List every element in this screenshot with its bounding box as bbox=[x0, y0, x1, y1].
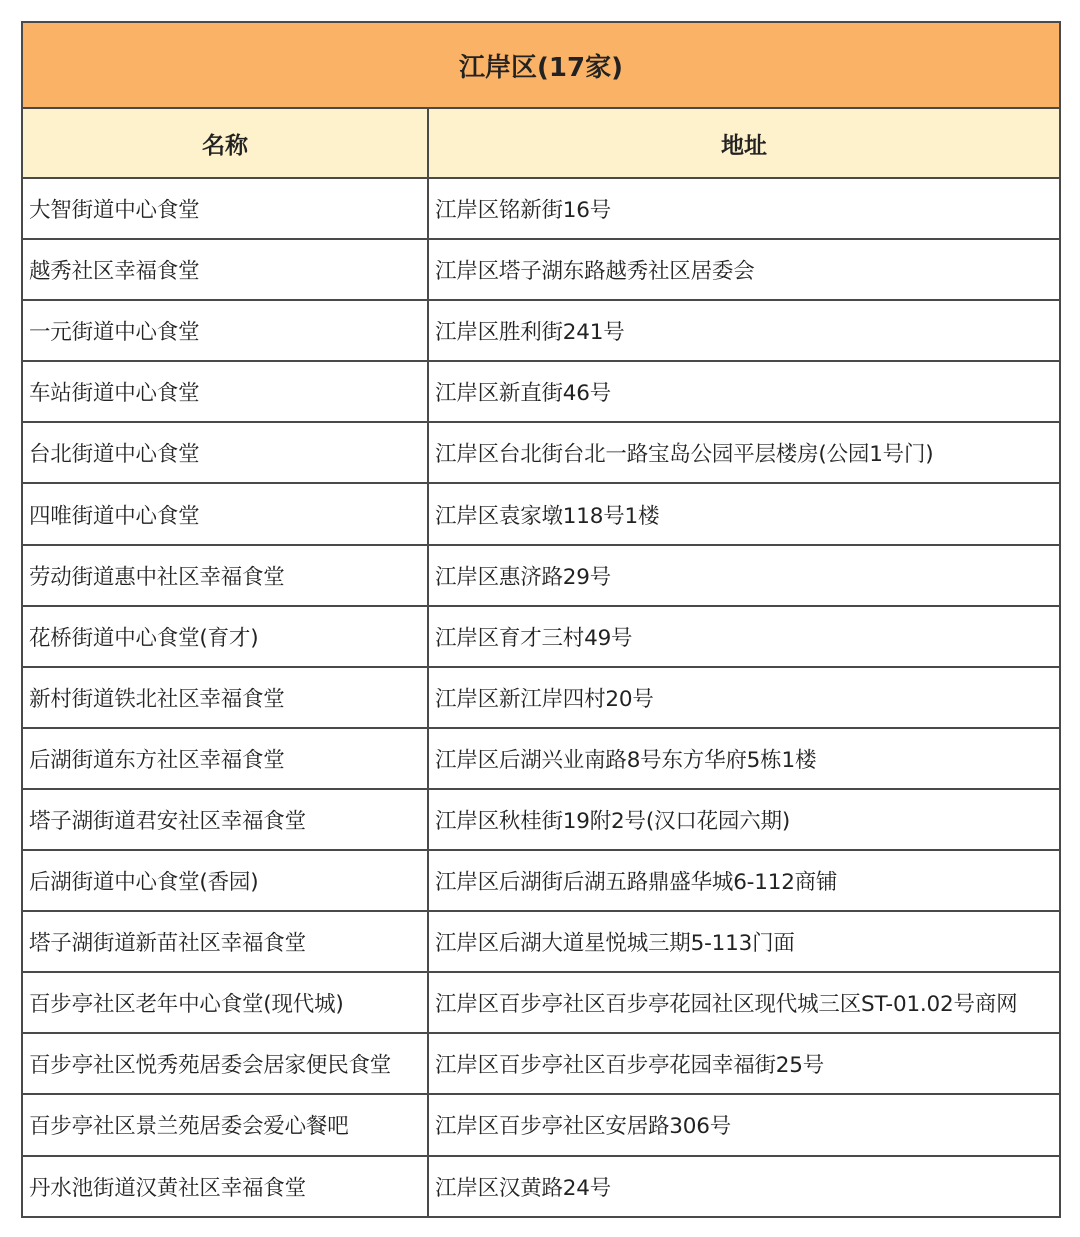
table-row bbox=[22, 300, 1060, 361]
table-row bbox=[22, 1094, 1060, 1155]
canteen-address-cell: 江岸区胜利街241号 bbox=[428, 300, 1060, 361]
table-row bbox=[22, 239, 1060, 300]
canteen-table bbox=[21, 21, 1061, 1218]
canteen-address-cell: 江岸区后湖大道星悦城三期5-113门面 bbox=[428, 911, 1060, 972]
table-row bbox=[22, 545, 1060, 606]
canteen-name-cell: 百步亭社区悦秀苑居委会居家便民食堂 bbox=[22, 1033, 428, 1094]
canteen-address-cell: 江岸区百步亭社区安居路306号 bbox=[428, 1094, 1060, 1155]
canteen-address-cell: 江岸区秋桂街19附2号(汉口花园六期) bbox=[428, 789, 1060, 850]
canteen-table-container bbox=[21, 21, 1059, 1218]
canteen-name-cell: 后湖街道东方社区幸福食堂 bbox=[22, 728, 428, 789]
canteen-address-cell: 江岸区后湖兴业南路8号东方华府5栋1楼 bbox=[428, 728, 1060, 789]
table-row bbox=[22, 1156, 1060, 1217]
canteen-name-cell: 车站街道中心食堂 bbox=[22, 361, 428, 422]
canteen-name-cell: 台北街道中心食堂 bbox=[22, 422, 428, 483]
canteen-name-cell: 新村街道铁北社区幸福食堂 bbox=[22, 667, 428, 728]
canteen-address-cell: 江岸区惠济路29号 bbox=[428, 545, 1060, 606]
canteen-name-cell: 越秀社区幸福食堂 bbox=[22, 239, 428, 300]
table-row bbox=[22, 483, 1060, 544]
canteen-address-cell: 江岸区百步亭社区百步亭花园社区现代城三区ST-01.02号商网 bbox=[428, 972, 1060, 1033]
table-row bbox=[22, 850, 1060, 911]
table-row bbox=[22, 422, 1060, 483]
table-row bbox=[22, 667, 1060, 728]
canteen-address-cell: 江岸区台北街台北一路宝岛公园平层楼房(公园1号门) bbox=[428, 422, 1060, 483]
canteen-address-cell: 江岸区后湖街后湖五路鼎盛华城6-112商铺 bbox=[428, 850, 1060, 911]
canteen-address-cell: 江岸区新直街46号 bbox=[428, 361, 1060, 422]
column-header-address: 地址 bbox=[428, 108, 1060, 178]
table-row bbox=[22, 728, 1060, 789]
table-row bbox=[22, 911, 1060, 972]
table-header-row bbox=[22, 108, 1060, 178]
canteen-address-cell: 江岸区铭新街16号 bbox=[428, 178, 1060, 239]
table-body bbox=[22, 178, 1060, 1217]
canteen-address-cell: 江岸区育才三村49号 bbox=[428, 606, 1060, 667]
canteen-address-cell: 江岸区百步亭社区百步亭花园幸福街25号 bbox=[428, 1033, 1060, 1094]
canteen-address-cell: 江岸区袁家墩118号1楼 bbox=[428, 483, 1060, 544]
canteen-name-cell: 百步亭社区老年中心食堂(现代城) bbox=[22, 972, 428, 1033]
canteen-name-cell: 塔子湖街道新苗社区幸福食堂 bbox=[22, 911, 428, 972]
table-row bbox=[22, 972, 1060, 1033]
canteen-name-cell: 花桥街道中心食堂(育才) bbox=[22, 606, 428, 667]
canteen-name-cell: 劳动街道惠中社区幸福食堂 bbox=[22, 545, 428, 606]
canteen-name-cell: 四唯街道中心食堂 bbox=[22, 483, 428, 544]
canteen-address-cell: 江岸区塔子湖东路越秀社区居委会 bbox=[428, 239, 1060, 300]
table-row bbox=[22, 789, 1060, 850]
table-row bbox=[22, 178, 1060, 239]
canteen-address-cell: 江岸区新江岸四村20号 bbox=[428, 667, 1060, 728]
column-header-name: 名称 bbox=[22, 108, 428, 178]
table-title: 江岸区(17家) bbox=[22, 22, 1060, 108]
canteen-name-cell: 大智街道中心食堂 bbox=[22, 178, 428, 239]
canteen-name-cell: 后湖街道中心食堂(香园) bbox=[22, 850, 428, 911]
table-row bbox=[22, 1033, 1060, 1094]
canteen-name-cell: 塔子湖街道君安社区幸福食堂 bbox=[22, 789, 428, 850]
canteen-address-cell: 江岸区汉黄路24号 bbox=[428, 1156, 1060, 1217]
table-title-row bbox=[22, 22, 1060, 108]
table-row bbox=[22, 606, 1060, 667]
canteen-name-cell: 百步亭社区景兰苑居委会爱心餐吧 bbox=[22, 1094, 428, 1155]
canteen-name-cell: 一元街道中心食堂 bbox=[22, 300, 428, 361]
table-row bbox=[22, 361, 1060, 422]
canteen-name-cell: 丹水池街道汉黄社区幸福食堂 bbox=[22, 1156, 428, 1217]
